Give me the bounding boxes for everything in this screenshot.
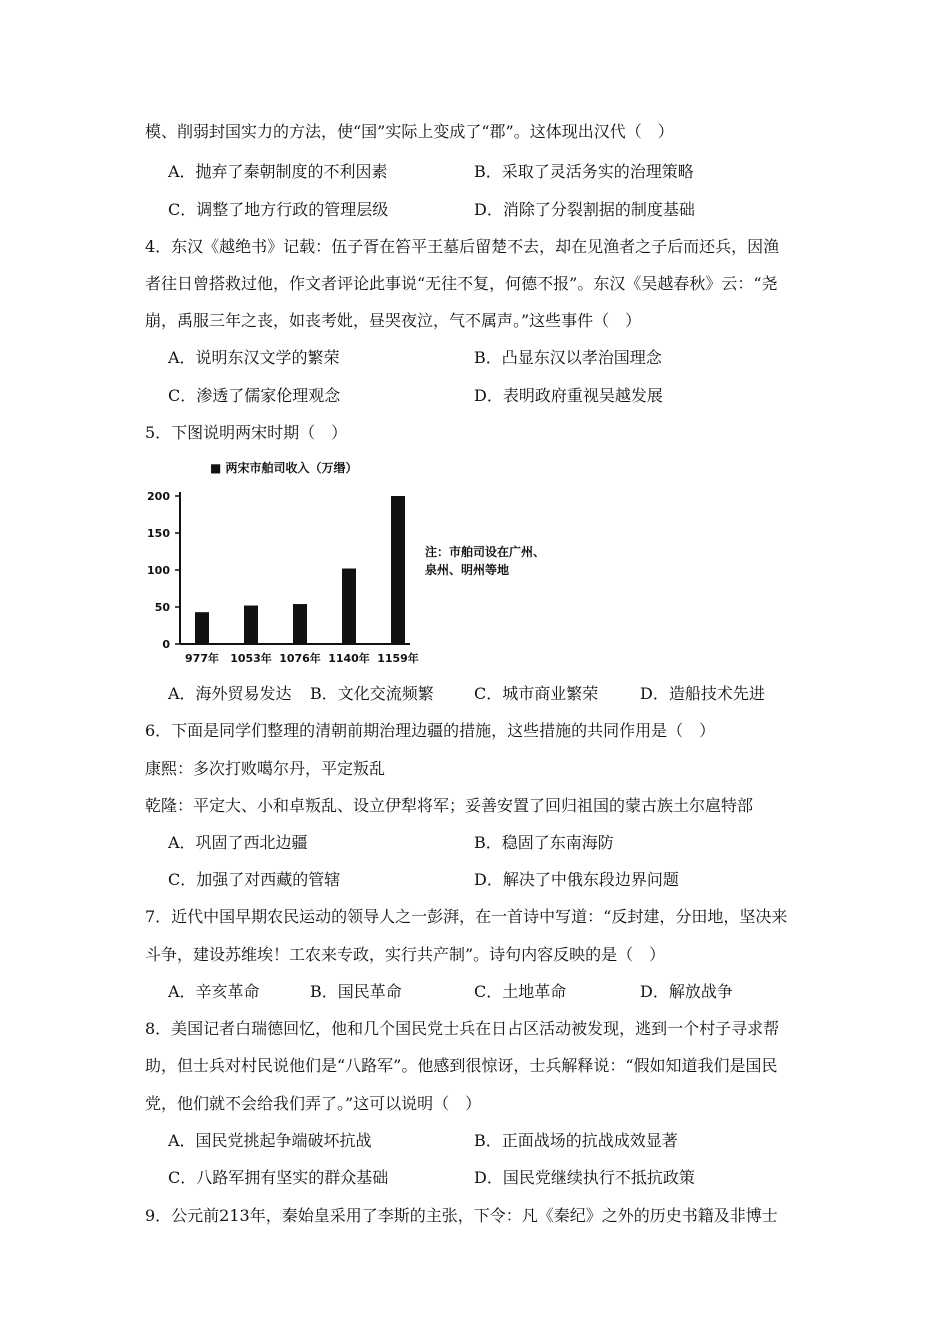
- option-d: D．造船技术先进: [640, 684, 765, 703]
- option-a: A．海外贸易发达: [168, 684, 292, 703]
- y-tick-label: 200: [147, 490, 170, 503]
- option-d: D．消除了分裂割据的制度基础: [474, 200, 695, 219]
- text-line: 8．美国记者白瑞德回忆，他和几个国民党士兵在日占区活动被发现，逃到一个村子寻求帮: [145, 1019, 780, 1038]
- option-a: A．说明东汉文学的繁荣: [168, 348, 340, 367]
- x-tick-label: 977年: [185, 652, 219, 665]
- text-line: 5．下图说明两宋时期（ ）: [145, 423, 348, 442]
- chart-title: ■ 两宋市舶司收入（万缗）: [210, 461, 358, 475]
- chart-note: 泉州、明州等地: [425, 563, 510, 577]
- option-d: D．解决了中俄东段边界问题: [474, 870, 679, 889]
- y-tick-label: 100: [147, 564, 170, 577]
- chart-note: 注：市舶司设在广州、: [425, 545, 546, 559]
- bar: [391, 496, 405, 644]
- text-line: 助，但士兵对村民说他们是“八路军”。他感到很惊讶，士兵解释说：“假如知道我们是国民: [145, 1056, 778, 1075]
- text-line: 党，他们就不会给我们弄了。”这可以说明（ ）: [145, 1094, 482, 1113]
- x-tick-label: 1053年: [230, 652, 272, 665]
- text-line: 康熙：多次打败噶尔丹，平定叛乱: [145, 759, 386, 778]
- text-line: 崩，禹服三年之丧，如丧考妣，昼哭夜泣，气不属声。”这些事件（ ）: [145, 311, 642, 330]
- option-b: B．正面战场的抗战成效显著: [474, 1131, 678, 1150]
- y-tick-label: 0: [162, 638, 170, 651]
- bar: [342, 569, 356, 644]
- option-b: B．文化交流频繁: [310, 684, 434, 703]
- x-tick-label: 1140年: [328, 652, 370, 665]
- option-b: B．国民革命: [310, 982, 402, 1001]
- text-line: 9．公元前213年，秦始皇采用了李斯的主张，下令：凡《秦纪》之外的历史书籍及非博士: [145, 1206, 778, 1225]
- option-a: A．辛亥革命: [168, 982, 260, 1001]
- text-line: 6．下面是同学们整理的清朝前期治理边疆的措施，这些措施的共同作用是（ ）: [145, 721, 716, 740]
- option-a: A．国民党挑起争端破坏抗战: [168, 1131, 372, 1150]
- option-d: D．国民党继续执行不抵抗政策: [474, 1168, 695, 1187]
- bar: [244, 606, 258, 644]
- option-d: D．表明政府重视吴越发展: [474, 386, 663, 405]
- text-line: 模、削弱封国实力的方法，使“国”实际上变成了“郡”。这体现出汉代（ ）: [145, 122, 674, 141]
- y-tick-label: 150: [147, 527, 170, 540]
- option-a: A．巩固了西北边疆: [168, 833, 308, 852]
- x-tick-label: 1159年: [377, 652, 419, 665]
- option-c: C．调整了地方行政的管理层级: [168, 200, 389, 219]
- option-b: B．采取了灵活务实的治理策略: [474, 162, 694, 181]
- bar: [195, 612, 209, 644]
- option-c: C．加强了对西藏的管辖: [168, 870, 341, 889]
- text-line: 者往日曾搭救过他，作文者评论此事说“无往不复，何德不报”。东汉《吴越春秋》云：“尧: [145, 274, 778, 293]
- option-c: C．渗透了儒家伦理观念: [168, 386, 341, 405]
- option-d: D．解放战争: [640, 982, 733, 1001]
- y-tick-label: 50: [154, 601, 170, 614]
- x-tick-label: 1076年: [279, 652, 321, 665]
- bar: [293, 604, 307, 644]
- option-c: C．城市商业繁荣: [474, 684, 599, 703]
- option-b: B．稳固了东南海防: [474, 833, 614, 852]
- text-line: 乾隆：平定大、小和卓叛乱、设立伊犁将军；妥善安置了回归祖国的蒙古族土尔扈特部: [145, 796, 754, 815]
- text-line: 7．近代中国早期农民运动的领导人之一彭湃，在一首诗中写道：“反封建，分田地，坚决来: [145, 907, 788, 926]
- option-c: C．土地革命: [474, 982, 567, 1001]
- bar-chart: [140, 452, 560, 674]
- text-line: 斗争，建设苏维埃！工农来专政，实行共产制”。诗句内容反映的是（ ）: [145, 945, 666, 964]
- option-b: B．凸显东汉以孝治国理念: [474, 348, 662, 367]
- option-c: C．八路军拥有坚实的群众基础: [168, 1168, 389, 1187]
- text-line: 4．东汉《越绝书》记载：伍子胥在笞平王墓后留楚不去，却在见渔者之子后而还兵，因渔: [145, 237, 780, 256]
- option-a: A．抛弃了秦朝制度的不利因素: [168, 162, 388, 181]
